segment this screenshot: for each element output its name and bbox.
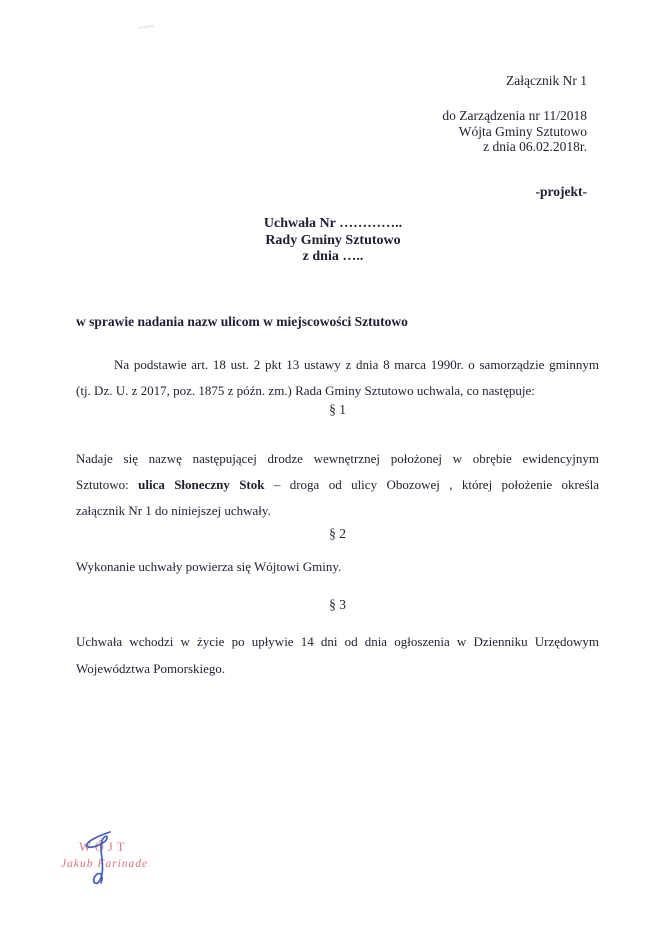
subject-line: w sprawie nadania nazw ulicom w miejscowości Sztutowo [76, 314, 408, 329]
title-line-number: Uchwała Nr ………….. [263, 216, 403, 231]
section-1-mark: § 1 [329, 402, 346, 417]
section-3-mark: § 3 [329, 597, 346, 612]
section-2-paragraph [76, 554, 599, 580]
paragraph-line: Wykonanie uchwały powierza się Wójtowi Gminy. [76, 559, 342, 574]
reference-line: z dnia 06.02.2018r. [483, 139, 587, 154]
street-name: ulica Słoneczny Stok [138, 477, 265, 492]
resolution-title [0, 216, 669, 266]
section-1-paragraph [76, 446, 599, 524]
draft-label: -projekt- [535, 184, 587, 199]
title-line-date: z dnia ….. [302, 249, 364, 264]
paragraph-line: Nadaje się nazwę następującej drodze wewnętrznej położonej w obrębie ewidencyjnym [76, 451, 599, 466]
paragraph-line: Uchwała wchodzi w życie po upływie 14 dni od dnia ogłoszenia w Dzienniku Urzędowym [76, 634, 599, 649]
attachment-label: Załącznik Nr 1 [506, 73, 587, 88]
title-line-council: Rady Gminy Sztutowo [265, 232, 401, 248]
paragraph-line [76, 472, 599, 498]
paragraph-text: Sztutowo: [76, 477, 139, 492]
paragraph-line: (tj. Dz. U. z 2017, poz. 1875 z późn. zm.) Rada Gminy Sztutowo uchwala, co następuje: [76, 383, 535, 398]
section-3-paragraph [76, 628, 599, 682]
reference-line: Wójta Gminy Sztutowo [458, 123, 587, 139]
paragraph-text: – droga od ulicy Obozowej , której położenie określa [264, 477, 600, 492]
paragraph-line: załącznik Nr 1 do niniejszej uchwały. [76, 503, 271, 518]
paragraph-line: Na podstawie art. 18 ust. 2 pkt 13 ustawy z dnia 8 marca 1990r. o samorządzie gminnym [114, 357, 599, 372]
ordinance-reference [442, 108, 587, 155]
scan-artifact [138, 25, 154, 29]
reference-line: do Zarządzenia nr 11/2018 [442, 108, 587, 123]
mayor-stamp-title: WÓJT [79, 840, 129, 854]
handwritten-signature [78, 824, 130, 896]
mayor-stamp-name: Jakub Farinade [61, 858, 149, 870]
paragraph-line: Województwa Pomorskiego. [76, 661, 226, 676]
section-2-mark: § 2 [329, 526, 346, 541]
